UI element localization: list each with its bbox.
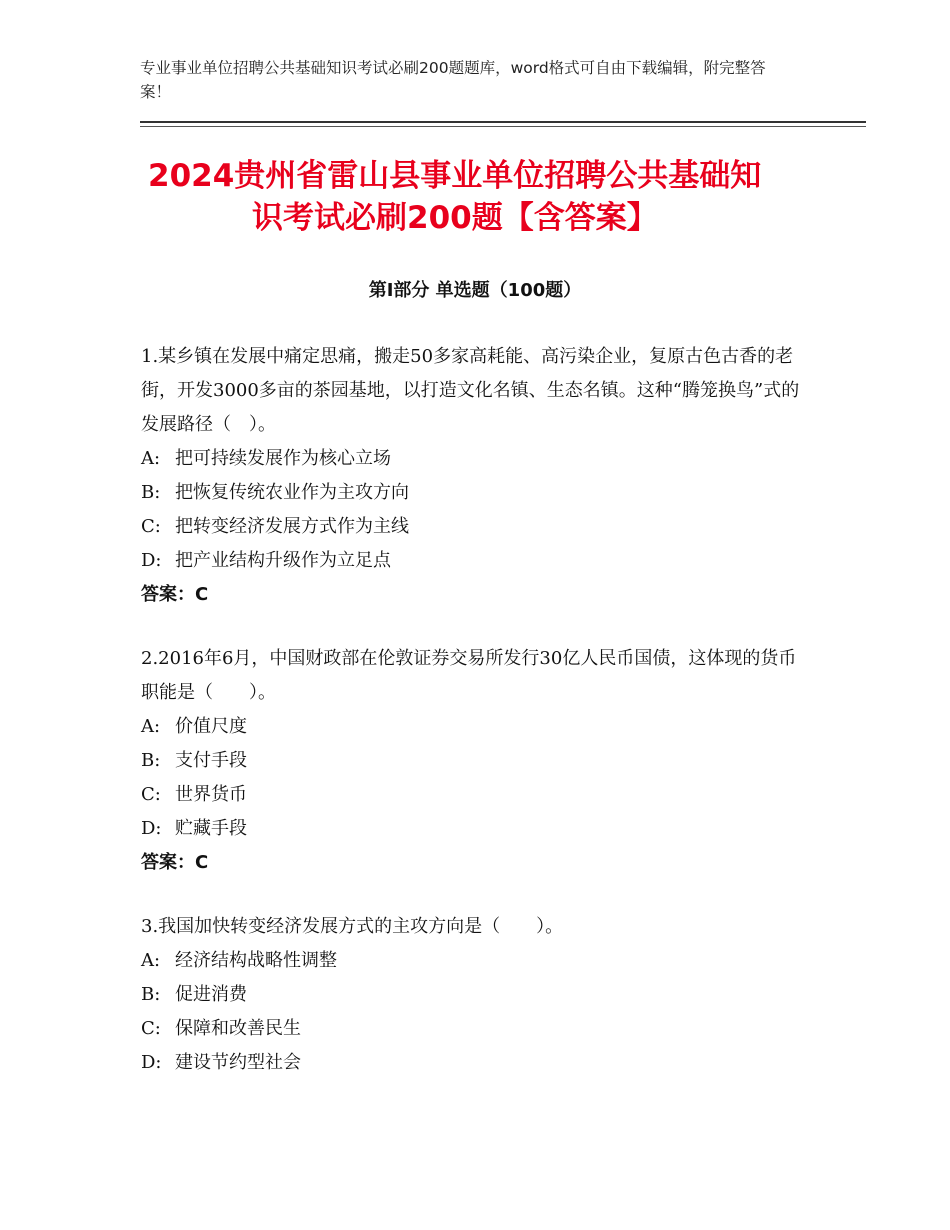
title-line-2: 识考试必刷200题【含答案】 <box>252 200 658 236</box>
option-text: 世界货币 <box>175 784 247 805</box>
header-divider-thin <box>140 126 866 127</box>
option-letter: A: <box>141 448 161 469</box>
option-text: 价值尺度 <box>175 716 247 737</box>
title-line-1: 2024贵州省雷山县事业单位招聘公共基础知 <box>148 158 762 194</box>
question-stem: 2.2016年6月，中国财政部在伦敦证券交易所发行30亿人民币国债，这体现的货币职能是（ ）。 <box>141 648 797 703</box>
option-letter: C: <box>141 516 161 537</box>
option-text: 把可持续发展作为核心立场 <box>175 448 391 469</box>
option-b <box>141 978 811 1012</box>
question-1 <box>141 340 811 612</box>
option-a <box>141 442 811 476</box>
question-2 <box>141 642 811 880</box>
option-letter: A: <box>141 716 161 737</box>
option-b <box>141 744 811 778</box>
option-text: 把恢复传统农业作为主攻方向 <box>175 482 409 503</box>
option-letter: C: <box>141 1018 161 1039</box>
option-letter: B: <box>141 984 161 1005</box>
option-text: 把产业结构升级作为立足点 <box>175 550 391 571</box>
answer-line: 答案：C <box>141 852 209 873</box>
option-c <box>141 1012 811 1046</box>
option-a <box>141 944 811 978</box>
option-letter: C: <box>141 784 161 805</box>
section-heading: 第Ⅰ部分 单选题（100题） <box>368 280 582 301</box>
option-letter: B: <box>141 750 161 771</box>
question-3 <box>141 910 811 1080</box>
option-d <box>141 1046 811 1080</box>
option-letter: A: <box>141 950 161 971</box>
option-text: 保障和改善民生 <box>175 1018 301 1039</box>
option-b <box>141 476 811 510</box>
header-note: 专业事业单位招聘公共基础知识考试必刷200题题库，word格式可自由下载编辑，附完整答案！ <box>140 59 766 101</box>
option-a <box>141 710 811 744</box>
option-letter: B: <box>141 482 161 503</box>
option-letter: D: <box>141 550 162 571</box>
option-c <box>141 778 811 812</box>
option-text: 经济结构战略性调整 <box>175 950 337 971</box>
header-divider-thick <box>140 121 866 123</box>
option-letter: D: <box>141 1052 162 1073</box>
document-title <box>148 155 828 239</box>
option-c <box>141 510 811 544</box>
option-d <box>141 812 811 846</box>
option-text: 促进消费 <box>175 984 247 1005</box>
question-stem: 3.我国加快转变经济发展方式的主攻方向是（ ）。 <box>141 916 564 937</box>
option-text: 把转变经济发展方式作为主线 <box>175 516 409 537</box>
option-text: 支付手段 <box>175 750 247 771</box>
question-list <box>141 340 811 1110</box>
question-stem: 1.某乡镇在发展中痛定思痛，搬走50多家高耗能、高污染企业，复原古色古香的老街，开发3000多亩的茶园基地，以打造文化名镇、生态名镇。这种“腾笼换鸟”式的发展路径（ ）。 <box>141 346 800 435</box>
option-letter: D: <box>141 818 162 839</box>
option-text: 贮藏手段 <box>175 818 247 839</box>
option-d <box>141 544 811 578</box>
option-text: 建设节约型社会 <box>175 1052 301 1073</box>
answer-line: 答案：C <box>141 584 209 605</box>
